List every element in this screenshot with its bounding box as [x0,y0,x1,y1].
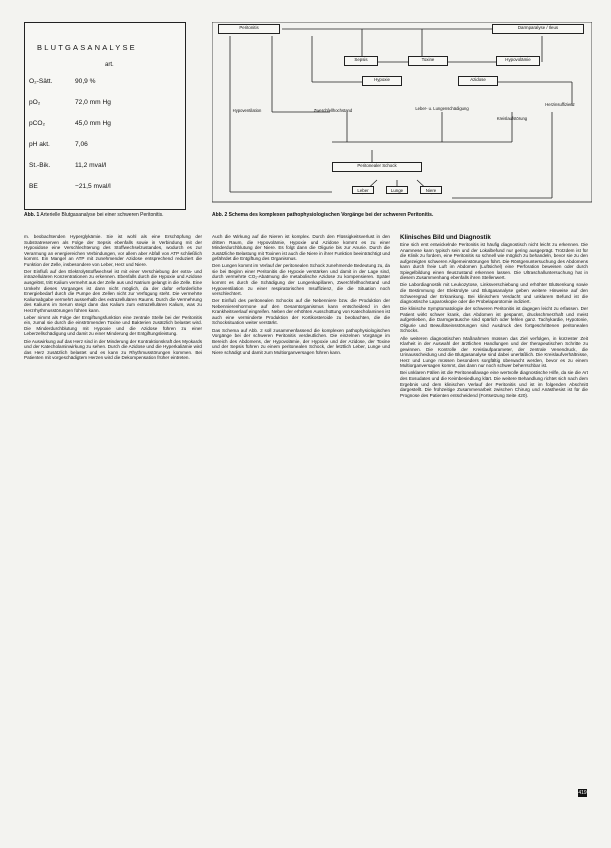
section-heading: Klinisches Bild und Diagnostik [400,234,491,241]
paragraph: m. beobachtenden Hyperglykämie. Sie ist wohl als eine Erschöpfung der Substratreserven als Folge der Sepsis ebenfalls sowie in Verbindung mit der Hypoxidose eine Verschlechterung des Stoffwechselzustandes, wodurch es zur Verarmung an energiereichen Verbindungen, vor allem aber Abfall von ATP schließlich kommt. Ein Mangel an ATP mit zunehmender Azidose entsprechend reduziert die Funktion der Zelle, insbesondere von Leber, Herz und Niere. [24,234,202,267]
node-lung: Lunge [386,186,408,194]
node-acidosis: Azidose [458,76,498,86]
label-hypoventilation: Hypoventilation [232,108,262,113]
pathophysiology-diagram [212,22,592,208]
diagram-connectors [212,22,592,208]
row-label: BE [29,183,38,190]
row-label: pH akt. [29,141,50,148]
node-liver: Leber [352,186,374,194]
paragraph: Den Lungen kommt im Verlauf der peritonealen Schock zunehmende Bedeutung zu, da sie bei Beginn einer Peritonitis die Hypoxie verstärken und damit in der Lage sind, durch vermehrte CO₂-Abatmung die metabolische Azidose zu kompensieren. Später kommt es durch die Schädigung der Lungenkapillaren, Zwerchfellhochstand und Hypoventilation zu einer respiratorischen Insuffizienz, die die Situation noch verschlechtert. [212,263,390,297]
paragraph: Der Einfluß auf den Elektrolytstoffwechsel ist mit einer Verschiebung der extra- und intrazellulären Konzentrationen zu erkennen. Ebenfalls durch die Hypoxie und Azidose ausgelöst, tritt Kalium vermehrt aus der Zelle aus und Natrium gelangt in die Zelle. Eine Umkehr dieses Vorganges ist dann nicht möglich, da der dafür erforderliche Energiebedarf durch die Pumpe den Zellen nicht zur Verfügung steht. Die vermehrte Kaliumabgabe vermehrt ausserhalb des extrazellulären Raums. Durch die Vermehrung des Kaliums im Serum steigt dann das Kalium zum extrazellulären Kalium, was zu Herzrhythmusstörungen führen kann. [24,268,202,313]
table-row [29,183,175,204]
figure-1-caption-number: Abb. 1 [24,212,40,218]
row-label: St.-Bik. [29,162,51,169]
paragraph: Auch die Wirkung auf die Nieren ist komplex. Durch den Flüssigkeitsverlust in den dritten Raum, die Hypovolämie, Hypoxie und Azidose kommt es zu einer Minderdurchblutung der Niere. Es folgt dann die Oligurie bis zur Anurie. Durch die zusätzliche Belastung mit Toxinen ist auch die Niere in ihrer Funktion beeinträchtigt und gefährdet die Entgiftung des Organismus. [212,234,390,262]
table-row [29,162,175,183]
blood-gas-figure [24,22,186,210]
figure-1-caption [24,212,186,218]
figure-1-caption-text: Arterielle Blutgasanalyse bei einer schweren Peritonitis. [40,212,164,218]
label-liver-lung-damage: Leber- u. Lungenschädigung [415,106,469,111]
node-sepsis: Sepsis [344,56,378,66]
table-row [29,99,175,120]
row-value: 90,9 % [75,78,96,85]
row-value: 7,06 [75,141,88,148]
paragraph: Die Auswirkung auf das Herz sind in der Minderung der Kontraktionskraft des Myokards und der Katecholaminwirkung zu sehen. Durch die Azidose und die Hyperkaliämie wird das Herz zusätzlich belastet und es kann zu Rhythmusstörungen kommen. Bei Patienten mit vorgeschädigtem Herzen wird die Dekompensation früher eintreten. [24,338,202,361]
paragraph: Die klinische Symptomatologie der schweren Peritonitis ist dagegen leicht zu erfassen. Der Patient wirkt schwer krank, das Abdomen ist gespannt, druckschmerzhaft und meist aufgetrieben, die Darmgeräusche sind spärlich oder fehlen ganz. Tachykardie, Hypotonie, Oligurie und Bewußtseinsstörungen sind Ausdruck des fortgeschrittenen peritonealen Schocks. [400,306,588,334]
row-label: O₂-Sätt. [29,78,53,85]
node-hypovolemia: Hypovolämie [496,56,540,66]
label-diaphragm: Zwerchfellhochstand [313,108,353,113]
text-column-2 [212,234,390,824]
row-value: −21,5 mval/l [75,183,111,190]
text-column-1 [24,234,202,824]
label-heart-insufficiency: Herzinsuffizienz [545,102,575,107]
page-number: 419 [578,790,587,796]
row-label: pO₂ [29,99,41,106]
row-value: 72,0 mm Hg [75,99,111,106]
node-kidney: Niere [420,186,442,194]
node-peritoneal-shock: Peritonealer Schock [332,162,422,172]
figure-2-caption-text: Schema des komplexen pathophysiologischen Vorgänge bei der schweren Peritonitis. [228,212,434,218]
table-row [29,78,175,99]
paragraph: Bei unklaren Fällen ist die Peritoneallavage eine wertvolle diagnostische Hilfe, da sie die Art des Exsudates und die Keimbesiedlung klärt. Die weitere Behandlung richtet sich nach dem Ergebnis und dem klinischen Verlauf der Peritonitis und ist im folgenden Abschnitt dargestellt. Die frühzeitige Zusammenarbeit zwischen Chirurg und Anästhesist ist für die Prognose des Patienten entscheidend (Fortsetzung Seite 420). [400,370,588,398]
paragraph: Leber nimmt als Folge der Entgiftungsfunktion eine zentrale Stelle bei der Peritonitis ein, zumal sie durch die einströmenden Toxine und Bakterien zusätzlich belastet wird. Die Minderdurchblutung mit Hypoxie und die Azidose führen zu einer Leberzellschädigung und damit zu einer Minderung der Entgiftungsleistung. [24,314,202,337]
blood-gas-title: BLUTGASANALYSE [37,43,137,52]
table-row [29,141,175,162]
row-label: pCO₂ [29,120,46,127]
paragraph: Eine sich erst entwickelnde Peritonitis ist häufig diagnostisch nicht leicht zu erkennen. Die Anamnese kann typisch sein und der Lokalbefund nur gering ausgeprägt. Trotzdem ist für die Klinik zu fordern, eine Peritonitis so schnell wie möglich zu behandeln, bevor sie zu den aufgezeigten schweren Allgemeinstörungen führt. Die Röntgenuntersuchung des Abdomens kann durch freie Luft im Abdomen (Luftsichel) eine Perforation beweisen oder durch Spiegelbildung einen Ileuszustand erkennen lassen. Die Ultraschalluntersuchung hat in diesem Zusammenhang ebenfalls ihren Stellenwert. [400,242,588,281]
node-toxins: Toxine [408,56,448,66]
node-paralysis: Darmparalyse / Ileus [492,24,584,34]
blood-gas-unit: art. [105,62,114,68]
blood-gas-table [29,78,175,204]
paragraph: Alle weiteren diagnostischen Maßnahmen müssen das Ziel verfolgen, in kürzester Zeit Klarheit in der Auswahl der ärztlichen Handlungen und der therapeutischen Schritte zu gewinnen. Die Kontrolle der Kreislaufparameter, der zentrale Venendruck, die Urinausscheidung und die Blutgasanalyse sind dabei unerläßlich. Die Kreislaufverhältnisse, Herz und Lunge müssen besonders sorgfältig überwacht werden, bevor es zu einem Multiorganversagen kommt, das dann nur noch schwer beherrschbar ist. [400,335,588,369]
paragraph: Der Einfluß des peritonealen Schocks auf die Nebenniere bzw. die Produktion der Nebennierenhormone auf den Gesamtorganismus kann entscheidend in den Krankheitsverlauf eingreifen. Neben der erhöhten Ausschüttung von Katecholaminen ist auch eine verminderte Produktion der Kortikosteroide zu beobachten, die die Schocksituation weiter verstärkt. [212,298,390,326]
table-row [29,120,175,141]
paragraph: Das Schema auf Abb. 2 soll zusammenfassend die komplexen pathophysiologischen Vorgänge bei der schweren Peritonitis verdeutlichen. Die einzelnen Vorgänge im Bereich des Abdomens, der Hypovolämie, der Hypoxie und der Azidose, der Toxine und der Sepsis führen zu einem peritonealen Schock, der letztlich Leber, Lunge und Niere schädigt und damit zum Multiorganversagen führen kann. [212,327,390,355]
figure-2-caption-number: Abb. 2 [212,212,228,218]
node-hypoxia: Hypoxie [362,76,402,86]
paragraph: Die Labordiagnostik mit Leukozytose, Linksverschiebung und erhöhter Blutsenkung sowie die Bestimmung der Elektrolyte und Blutgasanalyse geben weitere Hinweise auf den Schweregrad der Erkrankung. Bei klinischem Verdacht und unklarem Befund ist die diagnostische Laparoskopie oder die Probelaparotomie indiziert. [400,282,588,305]
label-circulation: Kreislaufstörung [496,116,528,121]
row-value: 45,0 mm Hg [75,120,111,127]
text-column-3 [400,234,588,799]
row-value: 11,2 mval/l [75,162,107,169]
figure-2-caption [212,212,592,218]
node-peritonitis: Peritonitis [218,24,280,34]
